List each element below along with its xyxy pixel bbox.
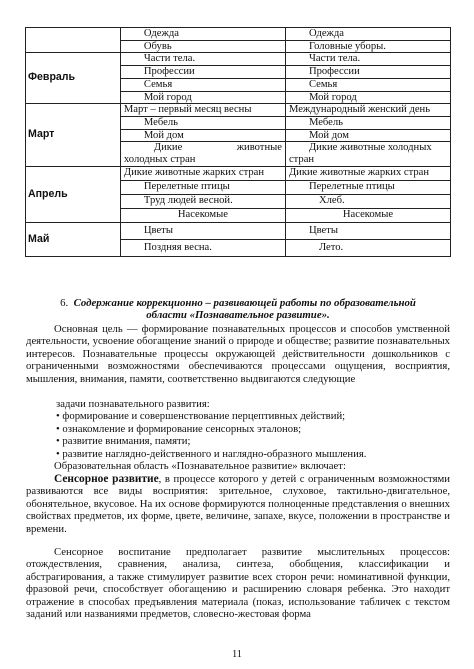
list-item: • ознакомление и формирование сенсорных эталонов;: [26, 423, 450, 435]
sensory-term: Сенсорное развитие: [54, 473, 159, 485]
table-cell: Цветы: [120, 223, 285, 240]
table-row: [26, 28, 451, 41]
table-cell: Труд людей весной.: [120, 195, 285, 209]
list-item: • развитие наглядно-действенного и наглядно-образного мышления.: [26, 448, 450, 460]
list-item: • формирование и совершенствование перцептивных действий;: [26, 410, 450, 422]
table-cell: Мой дом: [285, 129, 450, 142]
table-cell: Перелетные птицы: [285, 181, 450, 195]
month-label: Апрель: [26, 167, 121, 223]
table-row: [26, 167, 451, 181]
paragraph-sensory: Сенсорное развитие, в процессе которого у детей с ограниченным возможностями развиваются все виды восприятия: зрительное, слуховое, тактильно-двигательное, обонятельное, вкусовое. На их основе формируются полноценные представления о внешних свойствах предметов, их форме, цвете, величине, запахе, вкусе, положении в пространстве и времени.: [26, 473, 450, 535]
table-cell: Поздняя весна.: [120, 240, 285, 257]
table-cell: Одежда: [120, 28, 285, 41]
table-cell: Насекомые: [120, 209, 285, 223]
section-heading: 6. Содержание коррекционно – развивающей работы по образовательной области «Познавательное развитие».: [60, 297, 416, 321]
table-cell: Мой город: [120, 91, 285, 104]
list-item: • развитие внимания, памяти;: [26, 435, 450, 447]
table-cell: Части тела.: [120, 53, 285, 66]
table-cell: Дикие животные холодных стран: [285, 142, 450, 167]
month-label: Февраль: [26, 53, 121, 104]
table-cell: Профессии: [285, 66, 450, 79]
paragraph-includes: Образовательная область «Познавательное развитие» включает:: [54, 460, 346, 472]
page-number: 11: [231, 649, 243, 660]
table-cell: Одежда: [285, 28, 450, 41]
table-cell: Дикие животные холодных стран: [120, 142, 285, 167]
table-cell: Дикие животные жарких стран: [120, 167, 285, 181]
table-cell: Мебель: [120, 116, 285, 129]
table-cell: Март – первый месяц весны: [120, 104, 285, 117]
thematic-plan-table: [25, 27, 451, 257]
month-label: Май: [26, 223, 121, 257]
table-cell: Мебель: [285, 116, 450, 129]
paragraph-goal: Основная цель — формирование познавательных процессов и способов умственной деятельности, усвоение обогащение знаний о природе и обществе; развитие познавательных интересов. Познавательные процессы окружающей действительности дошкольников с ограниченными возможностями обеспечиваются процессами ощущения, восприятия, мышления, внимания, памяти, соответственно выдвигаются следующие: [26, 323, 450, 385]
tasks-label: задачи познавательного развития:: [56, 398, 210, 410]
table-cell: Дикие животные жарких стран: [285, 167, 450, 181]
paragraph-education: Сенсорное воспитание предполагает развитие мыслительных процессов: отождествления, сравнения, анализа, синтеза, обобщения, классификации и абстрагирования, а также стимулирует развитие всех сторон речи: номинативной функции, фразовой речи, способствует обогащению и расширению словаря ребенка. Это находит отражение в способах предъявления материала (показ, использование табличек с текстом заданий или названиями предметов, словесно-жестовая форма: [26, 546, 450, 621]
table-cell: Перелетные птицы: [120, 181, 285, 195]
table-cell: Семья: [120, 78, 285, 91]
table-cell: Головные уборы.: [285, 40, 450, 53]
table-row: [26, 104, 451, 117]
table-cell: Мой дом: [120, 129, 285, 142]
table-cell: Мой город: [285, 91, 450, 104]
month-label: Март: [26, 104, 121, 167]
table-row: [26, 223, 451, 240]
month-cell: [26, 28, 121, 53]
tasks-list: [26, 398, 450, 460]
table-cell: Лето.: [285, 240, 450, 257]
table-cell: Международный женский день: [285, 104, 450, 117]
table-cell: Профессии: [120, 66, 285, 79]
table-cell: Семья: [285, 78, 450, 91]
table-cell: Части тела.: [285, 53, 450, 66]
table-cell: Насекомые: [285, 209, 450, 223]
table-cell: Цветы: [285, 223, 450, 240]
table-row: [26, 53, 451, 66]
table-cell: Хлеб.: [285, 195, 450, 209]
table-cell: Обувь: [120, 40, 285, 53]
